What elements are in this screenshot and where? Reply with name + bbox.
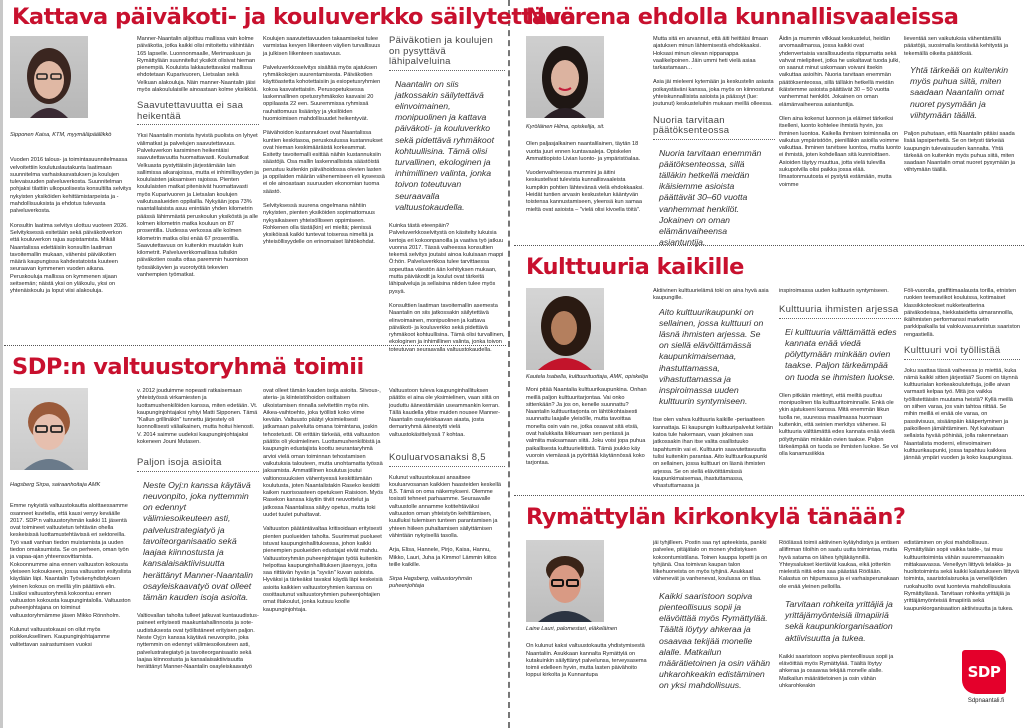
website-link[interactable]: Sdpnaantali.fi [967,698,1005,704]
article-column [263,388,385,621]
pull-quote: Naantalin on siis jatkossakin säilytettävä elinvoimainen, monipuolinen ja kattava päiväkoti- ja kouluverkko sekä pidettävä ryhmäkoot kohtuullisina. Tämä olisi turvallinen, ekologinen ja inhimillinen valinta, jonka toivon toteutuvan seuraavalla valtuustokaudella. [395,78,494,212]
author-photo [526,288,604,370]
pull-quote: Nuoria tarvitaan enemmän päätöksenteossa, sillä tälläkin hetkellä meidän ikäisiemme asioista päättävät 30–60 vuotta vanhemmat henkilöt. Jokainen on oman elämänvaiheensa asiantuntija. [659,147,762,248]
paragraph: lieventää sen vaikutuksia vähentämällä päästöjä, suosimalla kestävää kehitystä ja tekemällä oikeita päätöksiä. [904,36,1009,57]
photo-caption: Laine Lauri, palomestari, eläkeläinen [526,626,618,632]
section-subhead: Päiväkotien ja koulujen on pysyttävä lähipalveluina [389,36,505,71]
pull-quote: Aito kulttuurikaupunki on sellainen, jossa kulttuuri on läsnä ihmisten arjessa. Se on siellä elävöittämässä kaupunkimaisemaa, ihastuttamassa, vihastuttamassa ja inspiroimassa uuden kulttuurin syntymiseen. [659,306,764,407]
article-rymattyla [514,498,1024,728]
paragraph: Konsulttien laatiman tavoitemallin asemesta Naantalin on siis jatkossakin säilytettävä elinvoimainen, monipuolinen ja kattava päiväkoti- ja kouluverkko sekä pidettävä ryhmäkoot kohtuullisina. Tämä olisi turvallinen, ekologinen ja inhimillinen valinta, jonka toivon toteutuvan seuraavalla valtuustokaudella. [389,302,505,353]
paragraph: Päivähoidon kustannukset ovat Naantalissa kuntien keskitasoa, peruskoulussa kustannukset ovat hieman keskimääräistä korkeammat. Esitetty tavoitemalli esittää näihin kustannuksiin säästöjä. Osa mallin laskennallisista säästöistä perustuu kuitenkin päivähoidossa olevien lasten ja oppilaiden määrän vähenemiseen eli kyseessä ei ole ainoastaan suuruuden ekonomian tuoma säästö. [263,130,385,195]
article-column [653,288,775,497]
paragraph: Valtuuston päätäntävaltaa kritisoidaan erityisesti pienten puolueiden taholta. Suurimmat puolueet istuvat kaupunginhallituksessa, johon kaikki pienempien puolueiden edustajat eivät mahdu. Valtuustoryhmän puheenjohtajan työtä kuitenkin helpottaa kaupunginhallituksen jäsenyys, jotta saa riittävän hyvän ja "syvän" kuvan asioista. Hyväksi ja tärkeäksi tavaksi käydä läpi keskeisiä asioita kaikkien valtuustoryhmien kanssa on osoittautunut valtuustoryhmien puheenjohtajien omat iltakoulut, jonka kutsuu koolle kaupunginjohtaja. [263,526,383,613]
paragraph: Manner-Naantalin alijoittuu mallissa vain kolme päiväkotia, jotka kaikki olisi mitoitettu vähintään 165 lapselle. Luonnonmaalle, Merimaskuun ja Rymättylään suunnitellut yksiköt olisivat hieman pienempiä. Kouluista lakkautettavaksi mallissa ehdotetaan Kuparivuoren, Lietsalan sekä Velkuan alakouluja. Näin manner-Naantalin jäisi myös alakoululaisille ainoastaan kolme yksikköä. [137,36,258,94]
article-column [526,540,648,687]
article-headline: Kulttuuria kaikille [526,254,744,280]
portrait-icon [10,36,88,118]
article-headline: Kattava päiväkoti- ja kouluverkko säilytettävä [12,4,576,30]
paragraph: Kuinka tästä eteenpäin? Palveluverkkoselvitystä on käsitelty lukuisia kertoja eri kokoonpanoilla ja vaativa työ jatkuu vuonna 2017. Tässä vaiheessa konsultien tekemä selvitys joutaisi ainoa kuluisaan mappi Ö:hön. Palveluverkkoa tulee tarvittaessa sopeuttaa väestön ään kehityksen mukaan, mutta päiväkodit ja koulut ovat tärkeitä lähipalveluja ja sellaisina niiden tulee myös pysyä. [389,222,504,295]
paragraph: Arja, Elisa, Hannele, Pirjo, Kaisa, Hannu, Mikko, Lauri, Juha ja Kimmo! Lämmin kiitos teille kaikille. [389,547,497,568]
section-subhead: Kulttuuri voi työllistää [904,346,1020,360]
section-subhead: Kulttuuria ihmisten arjessa [779,305,901,319]
paragraph: Olen paljasjalkainen naantalilainen, täytän 18 vuotta juuri ennen kuntavaaleja. Opiskelen Ammattiopisto Livian luonto- ja ympäristöalaa. [526,141,641,162]
section-subhead: Kouluarvosanaksi 8,5 [389,453,505,467]
article-divider [4,345,506,346]
paragraph: Koulujen saavutettavuuden takaamiseksi tulee varmistaa kevyen liikenteen väylien turvallisuus ja julkisen liikenteen saatavuus. [263,36,381,57]
portrait-icon [526,540,604,622]
paragraph: edistäminen on yksi mahdollisuus. Rymättylään sopii vaikka taide-, tai muu kulttuuritoiminta vähän suuremmassakin mittakaavassa. Veneilyyn liittyvä telakka- ja huoltotoiminta sekä kaikki kalastukseen liittyvä toiminta, saaristolaisruoka ja veneilijöiden ruokahuolto ovat luontevia mahdollisuuksia Rymättylässä. Tarvitaan rohkeita yrittäjiä ja yrittäjämyönteisiä ilmapiiriä sekä kaupunkiorganisaation aktiivisuutta ja tukea. [904,540,1020,612]
paragraph: Valtiovallan taholta tulleet jatkuvat kuntauudistuspaineet erityisesti maakuntahallinnosta ja sote-uudistuksesta ovat työllistäneet erityisen paljon. Neste Oyj:n kanssa käytävä neuvonpito, joka nyttemmin on edennyt välimiesoikeuteen asti, palvelustrategiatyö ja tavoiteorganisaatio sekä laajaa kiinnostusta ja kansalaisaktiivisuutta herättänyt Manner-Naantalin osayleiskaavatyö [137,613,259,671]
article-column [779,288,901,465]
article-headline: Nuorena ehdolla kunnallisvaaleissa [526,4,959,30]
article-column [10,388,132,656]
article-headline: SDP:n valtuustoryhmä toimii [12,354,364,380]
section-subhead: Nuoria tarvitaan päätöksenteossa [653,116,775,140]
paragraph: Paljon puhutaan, että Naantalin pitäisi saada lisää lapsiperheitä. Se on tietysti tärkeää kaupungin tulevaisuuden kannalta. Yhtä tärkeää on kuitenkin myös puhua siitä, miten saadaan Naantalin omat nuoret pysymään ja viihtymään täällä. [904,130,1016,174]
portrait-icon [526,36,604,118]
paragraph: Yksi Naantalin monista hyvistä puolista on lyhyet välimatkat ja palvelujen saavutettavuus. Palveluverkon karsiminen heikentäisi saavutettavuutta huomattavasti. Koulumatkat Velkuasta pystyttäisiin järjestämään lain sallimissa aikarajoissa, mutta ei inhimillisyyden ja koululaisten jaksamisen rajoissa. Pienten koululaisten matkat pitenisivät huomattavasti myös Kuparivuoren ja Lietsalan koulujen vaikutusalueiden oppilailla. Nykyään jopa 73% naantalilaisista asuu enintään yhden kilometrin päässä lähimmästä peruskoulun yksiköstä ja alle kolmen kilometrin matka kouluun on 87 prosentilla. Uudessa verkossa alle kolmen kilometrin matka olisi enää 67 prosentilla. Saavutettavuus on kuitenkin muutakin kuin kilometrit. Palveluverkkomallissa tulisikin päiväkotien osalta ottaa paremmin huomioon työssäkäyvien ja vuorotyötä tekevien vanhempien työmatkat. [137,133,259,279]
photo-caption: Sipponen Kaisa, KTM, myymäläpäällikkö [10,132,112,138]
paragraph: Emme nykyistä valtuustokautta aloittaessamme osanneet kuvitella, että kausi venyy keväälle 2017. SDP:n valtuustoryhmän kaikki 11 jäsentä ovat toimineet valtuutetun tehtävän ohella keskeisissä luottamustehtävissä eri sektoreilla. Työ vaati vanhan tiedon muistamista ja uuden tiedon omaksumista. Se on perheen, oman työn ja vapaa-ajan yhteensovittamista. Kokoonnumme aina ennen valtuuston kokousta yleiseen kokoukseen, jossa valtuuston esityslista käydään läpi. Naantalin Työväenyhdistyksen yleinen kokous on meillä ylin päättävä elin. Lisäksi valtuustoryhmä kokoontuu ennen valtuuston kokousta kaupungintalolla. Valtuuston puheenjohtajana on toiminut valtuustoryhmämme jäsen Mikko Rönnholm. [10,503,131,619]
paragraph: Aktiivinen kulttuurielämä toki on aina hyvä asia kaupungille. [653,288,769,302]
paragraph: Olen pitkään miettinyt, että meiltä puuttuu monipuolinen tila kulttuuritoiminnalle. Enkä ole ykin ajatukseni kanssa. Mitä enemmän liikun tuolla ne, suuressa maailmassa huomaan kuitenkin, että seinien merkitys vähenee. Ei kulttuuria välttämättä edes kannata enää viedä pölyttymään minkään ovien taakse. Paljon tärkeämpää on tuoda se ihmisten luokse. Se voi olla kanamusiikkia [779,392,899,458]
paragraph: Selvityksessä suurena ongelmana nähtiin nykyisten, pienten yksiköiden sopimattomuus nykyaikaiseen yhteisölliseen oppimiseen. Rohkenen olla tästä(kin) eri mieltä; pienissä yksiköissä kaikki tuntevat toisensa nimeltä ja yhteisöllisyydelle on erinomaiset lähtökohdat. [263,202,375,246]
pull-quote: Ei kulttuuria välttämättä edes kannata enää viedä pölyttymään minkään ovien taakse. Paljon tärkeämpää on tuoda se ihmisten luokse. [785,326,897,382]
author-signature: Sirpa Hagsberg, valtuustoryhmän puheenjohtaja [389,576,473,590]
paragraph: Konsultin laatima selvitys ulottuu vuoteen 2026. Selvityksessä esitetään sekä päiväkotiverkon että kouluverkon rajua supistamista. Mikäli Naantalissa edettäisiin konsultin laatiman tavoitemallin mukaan, vähenisi päiväkotien määrä kaupungissa kahdestatoista kuuteen seuraavan kymmenen vuoden aikana. Peruskouluja mallissa on kymmenen sijaan seitsemän; näistä yksi on yläkoulu, yksi on yhtenäiskoulu ja loput viisi alakouluja. [10,222,128,295]
article-column [904,36,1020,182]
section-subhead: Saavutettavuutta ei saa heikentää [137,101,259,125]
paragraph: Kulunut valtuustokausi ansaitsee kouluarvosanan kaikkien haasteiden keskellä 8,5. Tämä on oma näkemykseni. Olemme tosissti tehneet parhaamme. Seuraavalle valtuustolle annamme kotitehtäväksi valtuuston oman yhteistyön kehittämisen, kuulluksi tulemisen tunteen parantamisen ja yhteen hiileen puhaltamisen säilyttämisen vähintään nykyisellä tasolla. [389,474,501,539]
paragraph: Palveluverkkoselvitys sisältää myös ajatuksen ryhmäkokojen suurentamisesta. Päiväkotien käyttöastetta kohotettaisiin ja esiopetusryhmien kokoa kasvatettaisiin. Perusopetuksessa laskennallinen opetusryhmäkoko kasvaisi 20 oppilaasta 22 een. Suuremmissa ryhmissä rauhattomuus lisääntyy ja yksilöiden huomioimisen mahdollisuudet heikentyvät. [263,64,381,122]
author-photo [10,36,88,118]
paragraph: jäi tyhjilleen. Postin saa nyt apteekista, pankki palvelee, pitäjätalo on monen yhdistyksen kokoontumistilana. Toinen kauppa lopetti ja on tyhjänä. Osa toimivan kaupan talon liikehuoneista on myös tyhjinä. Asukkaat vähenevät ja vanhenevat, koulussa on tilaa. [653,540,768,583]
paragraph: On kulunut kaksi valtuustokautta yhdistymisestä Naantaliin. Asukkaan kannalta Rymättylä on kutakuinkin säilyttänyt palvelunsa, terveysasema toimii edelleen hyvin, mutta lasten päivähoito loppui kirkolta ja Kunnantupa [526,643,647,679]
article-divider [514,245,1024,246]
paragraph: Föli-vuorolla, graffitimaalausta torilla, etnisten ruokien teemaviikot kouluissa, kotimaiset klassikkoteokset nukketeatterina päiväkodeissa, hiekkataidetta uimarannoilla, ikäihmisten performanssi marketin parkkipaikalla tai valokuvasuunnistus saariston rengastiellä. [904,288,1020,338]
author-photo [526,36,604,118]
paragraph: Itse olen vahva kulttuuria kaikille -periaatteen kannattaja. Ei kaupungin kulttuuripalvelut ketään katoa tule hakemaan, vaan jokainen saa jatkossakin ihan itse valita osallistuuko tapahtumiin vai ei. Kulttuurin saavutettavuutta tulisi kuitenkin parantaa. Aito kulttuurikaupunki on sellainen, jossa kulttuuri on läsnä ihmisten arjessa. Se on siellä elävöittämässä kaupunkimaisemaa, ihastuttamassa, vihastuttamassa ja [653,417,774,490]
sdp-logo: SDP [962,650,1006,694]
article-column [904,288,1020,469]
article-column [10,36,132,303]
paragraph: ovat olleet tämän kauden isoja asioita. Siivous-, ateria- ja kiinteistöhoidon osittaisen ulkoistamisen rinnalla selvitettiin myös niin. Aikea-vaihtoehto, joka työllisti koko viime kevään. Valtuusto päätyi yksimielisesti jatkamaan palveluita omana toimintana, joskin tehostetusti. Oli erittäin tärkeää, että valtuuston päätös oli yksimielinen. Luottamushenkilöistä ja kaupungin edustajista koottu seurantaryhmä arvioi vielä oman toiminnan tehostamisen vaikutuksia talouteen, mutta unohtamatta työssä jaksamista. Ammatillinen koulutus joutui valtionosuuksien vähentyessä keskittämään koulutusta, joten Naantalistakin Raseko keskitti kaiken nuorisoasteen opetuksen Raisioon. Myös Rasekon kanssa käytiin tiiviit neuvottelut ja jatkossa Naantalissa säilyy opetus, mutta toki uudet tuulet puhaltavat. [263,388,384,519]
author-photo [10,388,88,470]
photo-caption: Kautela Isabella, kulttuurituottaja, AMK, opiskelija [526,374,648,380]
pull-quote: Yhtä tärkeää on kuitenkin myös puhua siitä, miten saadaan Naantalin omat nuoret pysymään ja viihtymään täällä. [910,64,1009,120]
paragraph: Röölässä toimii aktiivinen kyläyhdistys ja entisen allifirman tiloihin on saatu uutta toimintaa, mutta hyvä satama on lähes tyhjäkäynnillä. Yhteysalukset kiertävät kaukaa, eikä jotterkin mielestä niitä edes saa päästää Röölään. Kalastus on hiipumassa ja ei varhaisperunakaan ole enää yleinen pelloilla. [779,540,900,590]
portrait-icon [526,288,604,370]
paragraph: v. 2012 jouduimme nopeasti ratkaisemaan yhteistyössä virkamiesten ja luottamushenkilöiden kanssa, miten edetään. Vt. kaupunginjohtajaksi ryhtyi Matti Sipponen. Tämä "Kallun grillinäkin" tunnettu järjestely oli luonnollisesti väliaikainen, mutta hoitui hienosti. V. 2014 saimme uudeksi kaupunginjohtajaksi kokeneen Jouni Mutasen. [137,388,258,446]
paragraph: inspiroimassa uuden kulttuurin syntymiseen. [779,288,889,294]
paragraph: Olen aina kokenut luonnon ja eläimet tärkeiksi itselleni, luonto kohtelee ihmistä hyvin, jos ihminen luontoa. Kaikella ihmisen toiminnalla on vaikutus ympäristöön, pienilläkin asioilla voimme vaikuttaa. Ihminen tarvitsee luontoa, mutta luonto ei ihmistä, joten kohdellaan sitä kunnioittaen. Asioiden täytyy muuttua, jotta vielä tulevilla sukupolvilla olisi paikka jossa elää. Ilmastonmuutosta ei pystytä estämään, mutta voimme [779,115,901,188]
article-column [137,388,259,678]
paragraph: Vuoden 2016 talous- ja toimintasuunnitelmassa velvoitettiin koulutuslautakunta laatimaan suunnitelma varhaiskasvatuksen ja koulujen tulevaisuuden palveluverkosta. Suunnitelman pohjaksi tilattiin ulkopuolisesta konsultilta selvitys nykyisten yksiköiden kehittämistarpeista ja -mahdollisuuksista ja ehdotus tulevasta palveluverkosta. [10,157,132,215]
article-valtuustoryhma [0,348,506,728]
article-nuorena [514,0,1024,248]
paragraph: Joku saattaa tässä vaiheessa jo miettiä, kuka nämä kaikki sitten järjestää? Suomi on täynnä kulttuurialan korkeakoulutettuja, joille aivan varmasti kelpaa työ. Mitä jos vaikka työllistettäisiin muutama heistä? Kyllä meillä on siihen varaa, jos vain tahtoa riittää. Se mihin meillä ei enää ole varaa, on passiivisuus, sisäänpäin kääpertyminen ja paikoilleen jämähtäminen. Nyt kaivataan sellaista hyvää pöhinää, jolla rakennetaan Naantalista moderni, elinvoimainen kulttuurikaupunki, jossa tapahtuu kaikkea jännää ympäri vuoden ja koko kaupungissa. [904,367,1018,462]
article-column [779,540,901,697]
article-column [904,540,1020,620]
article-divider [514,495,1024,496]
article-kulttuuria [514,248,1024,493]
paragraph: Kulunut valtuustokausi on ollut myös poikkeuksellinen. Kaupunginjohtajamme valitettavan sairastumisen vuoksi [10,627,110,648]
article-column [137,36,259,286]
paragraph: Kaikki saaristoon sopiva pienteollisuus sopii ja elävöittää myös Rymättylää. Täältä löytyy ahkeraa ja osaavaa tekijää monelle alalle. Matkailun määrätietoinen ja osin vähän uhkarohkeakin [779,653,894,690]
article-column [389,388,505,598]
pull-quote: Tarvitaan rohkeita yrittäjiä ja yrittäjämyönteisiä ilmapiiriä sekä kaupunkiorganisaation aktiivisuutta ja tukea. [785,599,893,643]
article-column [389,36,505,361]
portrait-icon [10,388,88,470]
section-subhead: Paljon isoja asioita [137,458,259,472]
article-column [263,36,385,254]
article-column [526,288,648,475]
article-column [653,36,775,259]
paragraph: Moni pitää Naantalia kulttuurikaupunkina. Onhan meillä paljon kulttuuritarjontaa. Vai onko sittenkään? Ja jos on, kenelle suunnattu? Naantalin kulttuuritarjonta on lähtökohtaisesti suunnattu laajalle yleisölle, mutta tavoittaa monelta osin vain ne, jotka osaavat sitä etsiä, ovat halukkaita liikkumaan sen perässä ja valmiita maksamaan siitä. Joku voisi jopa puhua paikallisesta kulttuurieliitistä. Tämä joukko käy vuoroin viemässä ja pyörittää käytännössä koko tarjontaa. [526,387,647,467]
article-headline: Rymättylän kirkonkylä tänään? [526,504,906,530]
photo-caption: Kyröläinen Hilma, opiskelija, sit. [526,124,605,130]
article-column [653,540,775,702]
paragraph: Vuodenvaihteessa mummini ja äitini keskustelivat tulevista kunnallisvaaleista kumpikin pohtien lähtevänsä vielä ehdokkaaksi. Heidät tuntien arvasin keskustelun kääntyvän toistensa kannustamiseen, yleensä kun samaa mieltä ovat asioista – "vielä olisi kivoella töitä". [526,170,644,213]
pull-quote: Kaikki saaristoon sopiva pienteollisuus sopii ja elävöittää myös Rymättylää. Täältä löytyy ahkeraa ja osaavaa tekijää monelle alalle. Matkailun määrätietoinen ja osin vähän uhkarohkeakin edistäminen on yksi mahdollisuus. [659,590,771,691]
paragraph: Valtuustoon tuleva kaupunginhallituksen päätös ei aina ole yksimielinen, vaan siitä on jouduttu äänestämään useammankin kerran. Tällä kaudella ylitse muiden nousee Manner-Naantalin osayleiskaavan aiasta, josta demariryhmä äänestytti vielä valtuustokäsittelyssä 7 kohtaa. [389,388,501,438]
paragraph: Asia jäi mieleeni kytemään ja keskustelin asiasta poikaystäväni kanssa, joka myös on kiinnostunut yhteiskunnallisista asioista ja päässyt (lue: joutunut) keskusteluihin mukaan meillä olleessa. [653,79,774,108]
paragraph: Äidin ja mummin vilkkaat keskustelut, heidän arvomaailmansa, jossa kaikki ovat yhdenvertaisia varallisuudesta riippumatta sekä vahvat mielipiteet, jotka he uskaltavat tuoda julki, on saanut minut uskomaan voivani itsekin vaikuttaa asioihin. Nuoria tarvitaan enemmän päätöksenteossa, sillä tälläkin hetkellä meidän ikäistemme asioista päättävät 30 – 50 vuotta vanhemmat henkilöt. Jokainen on oman elämänvaiheensa asiantuntija. [779,36,900,108]
pull-quote: Neste Oyj:n kanssa käytävä neuvonpito, joka nyttemmin on edennyt välimiesoikeuteen asti, palvelustrategiatyö ja tavoiteorganisaatio sekä laajaa kiinnostusta ja kansalaisaktiivisuutta herättänyt Manner-Naantalin osayleiskaavatyö ovat olleet tämän kauden isoja asioita. [143,479,253,602]
column-divider [508,0,510,728]
article-column [779,36,901,196]
paragraph: Mutta sitä en arvannut, että äiti heittäisi ilmaan ajatuksen minun lähtemisestä ehdokkaaksi. Hoksasi minun olevan nippanappa vaalikelpoinen. Jäin ummi heti vielä asiaa tarkastamaan… [653,36,769,72]
author-photo [526,540,604,622]
article-column [526,36,648,221]
photo-caption: Hagsberg Sirpa, sairaanhoitaja AMK [10,482,101,488]
